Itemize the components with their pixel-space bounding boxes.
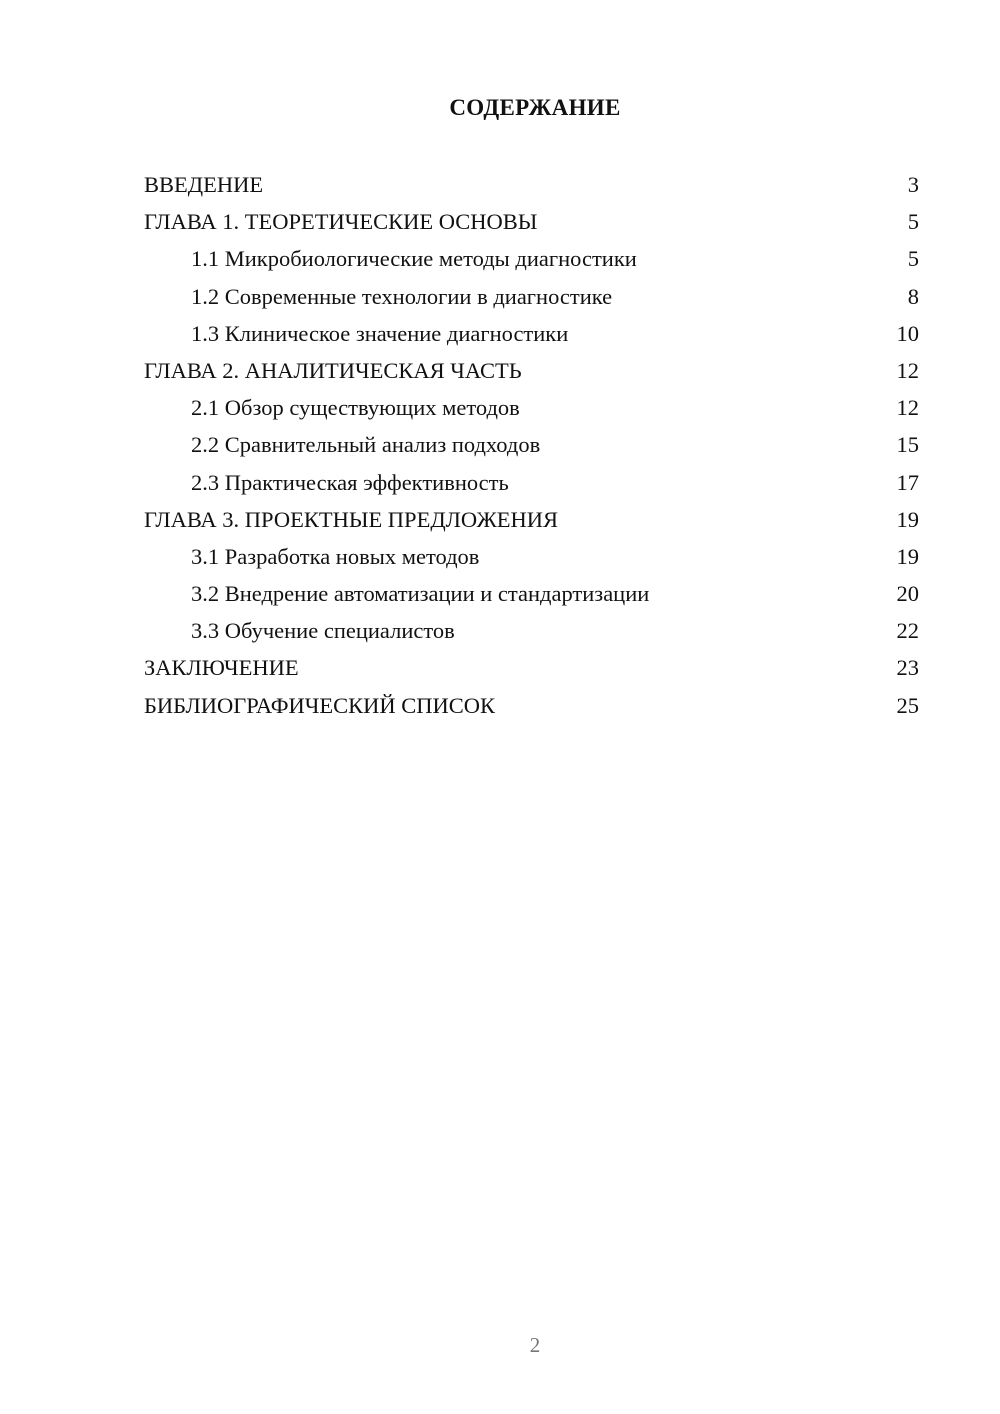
toc-entry-section-1-1[interactable] [144, 240, 919, 277]
toc-entry-text: ГЛАВА 3. ПРОЕКТНЫЕ ПРЕДЛОЖЕНИЯ [144, 506, 559, 532]
toc-entry-page: 20 [896, 581, 919, 607]
toc-entry-text: БИБЛИОГРАФИЧЕСКИЙ СПИСОК [144, 692, 496, 718]
toc-entry-page: 22 [896, 618, 919, 644]
toc-entry-bibliography[interactable] [144, 687, 919, 724]
page-number: 2 [529, 1333, 541, 1357]
toc-entry-text: 1.3 Клиническое значение диагностики [191, 320, 569, 346]
toc-entry-page: 12 [896, 357, 919, 383]
toc-entry-section-1-3[interactable] [144, 315, 919, 352]
toc-entry-chapter-3[interactable] [144, 501, 919, 538]
toc-entry-text: 3.2 Внедрение автоматизации и стандартизации [191, 581, 650, 607]
toc-entry-conclusion[interactable] [144, 649, 919, 686]
toc-entry-section-3-3[interactable] [144, 612, 919, 649]
toc-entry-page: 15 [896, 432, 919, 458]
toc-entry-text: 3.3 Обучение специалистов [191, 618, 455, 644]
toc-entry-chapter-1[interactable] [144, 203, 919, 240]
toc-entry-text: ВВЕДЕНИЕ [144, 172, 264, 197]
toc-entry-section-2-1[interactable] [144, 389, 919, 426]
toc-entry-page: 19 [896, 543, 919, 569]
toc-entry-page: 5 [907, 246, 919, 272]
toc-entry-page: 19 [896, 506, 919, 532]
toc-entry-text: 1.2 Современные технологии в диагностике [191, 283, 613, 309]
toc-entry-text: 2.3 Практическая эффективность [191, 469, 509, 495]
toc-entry-text: 2.1 Обзор существующих методов [191, 395, 520, 421]
toc-entry-text: 3.1 Разработка новых методов [191, 543, 480, 569]
toc-entry-introduction[interactable] [144, 166, 919, 203]
page-title: СОДЕРЖАНИЕ [449, 95, 621, 120]
toc-entry-chapter-2[interactable] [144, 352, 919, 389]
toc-entry-page: 10 [896, 320, 919, 346]
toc-entry-page: 8 [907, 283, 919, 309]
toc-entry-text: 1.1 Микробиологические методы диагностики [191, 246, 637, 272]
toc-entry-text: ГЛАВА 2. АНАЛИТИЧЕСКАЯ ЧАСТЬ [144, 357, 522, 383]
toc-entry-page: 12 [896, 395, 919, 421]
toc-entry-page: 5 [907, 209, 919, 235]
toc-entry-section-1-2[interactable] [144, 278, 919, 315]
toc-entry-page: 3 [907, 172, 919, 197]
toc-entry-text: ЗАКЛЮЧЕНИЕ [144, 655, 299, 681]
table-of-contents [144, 166, 919, 724]
toc-entry-page: 17 [896, 469, 919, 495]
toc-entry-page: 23 [896, 655, 919, 681]
toc-entry-page: 25 [896, 692, 919, 718]
toc-entry-section-3-1[interactable] [144, 538, 919, 575]
toc-entry-section-3-2[interactable] [144, 575, 919, 612]
toc-entry-section-2-2[interactable] [144, 426, 919, 463]
toc-entry-section-2-3[interactable] [144, 464, 919, 501]
toc-entry-text: 2.2 Сравнительный анализ подходов [191, 432, 541, 458]
toc-entry-text: ГЛАВА 1. ТЕОРЕТИЧЕСКИЕ ОСНОВЫ [144, 209, 538, 235]
